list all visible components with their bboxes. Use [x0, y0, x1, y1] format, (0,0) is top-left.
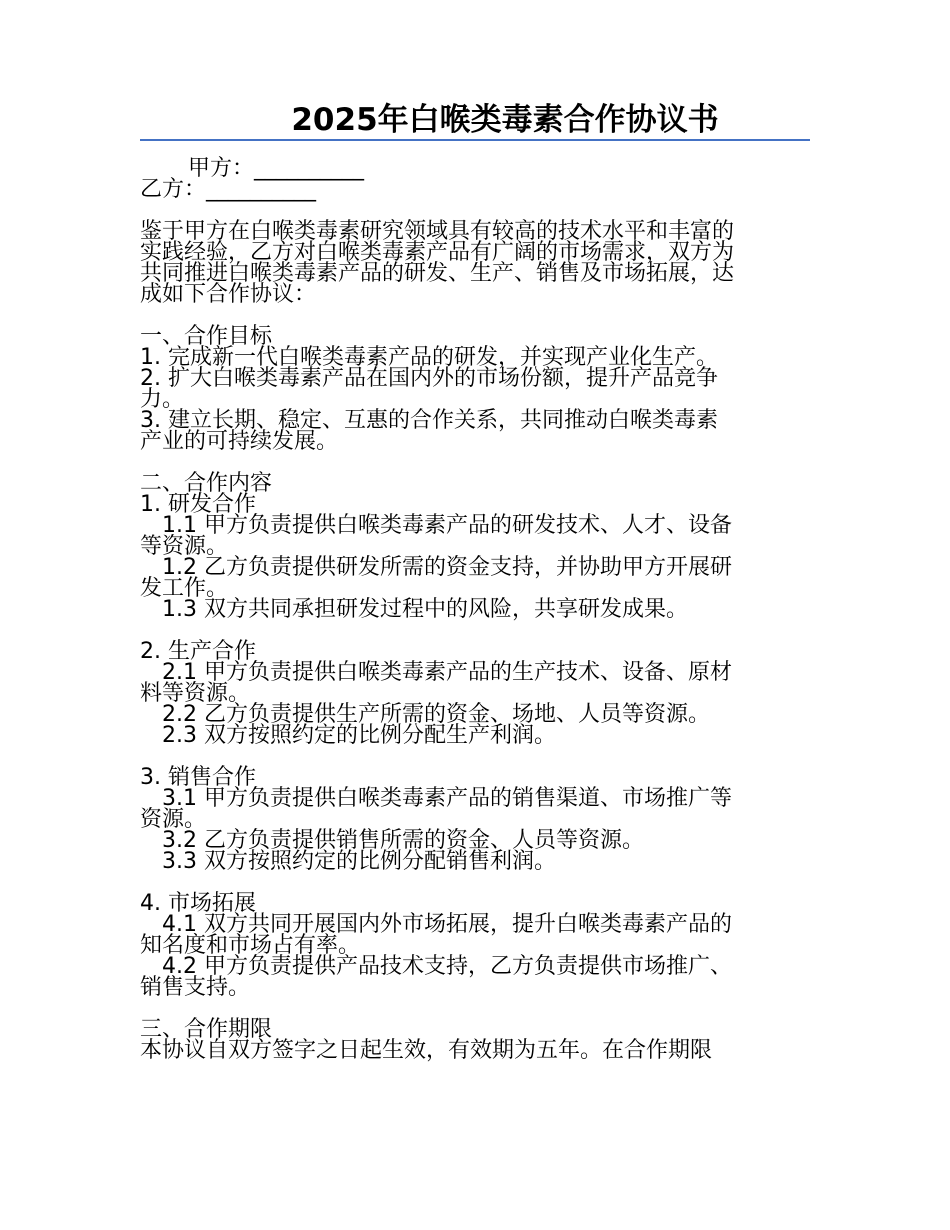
intro-line: 成如下合作协议： — [140, 282, 317, 307]
clause-2-1: 2.1 甲方负责提供白喉类毒素产品的生产技术、设备、原材 — [162, 660, 732, 685]
clause-1-3: 1.3 双方共同承担研发过程中的风险，共享研发成果。 — [162, 597, 688, 622]
clause-1-2: 1.2 乙方负责提供研发所需的资金支持，并协助甲方开展研 — [162, 555, 732, 580]
party-a-line — [140, 158, 810, 179]
section-heading-goals: 一、合作目标 — [140, 324, 273, 349]
term-line: 本协议自双方签字之日起生效，有效期为五年。在合作期限 — [140, 1038, 713, 1063]
clause-4-1: 4.1 双方共同开展国内外市场拓展，提升白喉类毒素产品的 — [162, 912, 732, 937]
subsection-heading-rd: 1. 研发合作 — [140, 492, 256, 517]
party-b-label: 乙方： — [140, 177, 207, 202]
document-title: 2025年白喉类毒素合作协议书 — [291, 102, 719, 138]
clause-4-1-cont: 知名度和市场占有率。 — [140, 933, 361, 958]
intro-line: 共同推进白喉类毒素产品的研发、生产、销售及市场拓展，达 — [140, 261, 735, 286]
party-a-label: 甲方： — [188, 156, 255, 181]
title-underline — [140, 139, 810, 141]
party-b-line — [140, 179, 810, 200]
goal-item: 3. 建立长期、稳定、互惠的合作关系，共同推动白喉类毒素 — [140, 408, 718, 433]
clause-3-1: 3.1 甲方负责提供白喉类毒素产品的销售渠道、市场推广等 — [162, 786, 732, 811]
party-a-blank: __________ — [254, 156, 365, 181]
clause-2-2: 2.2 乙方负责提供生产所需的资金、场地、人员等资源。 — [162, 702, 710, 727]
goal-item: 产业的可持续发展。 — [140, 429, 339, 454]
clause-2-1-cont: 料等资源。 — [140, 681, 251, 706]
clause-4-2-cont: 销售支持。 — [140, 975, 251, 1000]
clause-1-1: 1.1 甲方负责提供白喉类毒素产品的研发技术、人才、设备 — [162, 513, 732, 538]
party-b-blank: __________ — [206, 177, 317, 202]
section-heading-content: 二、合作内容 — [140, 471, 273, 496]
clause-1-1-cont: 等资源。 — [140, 534, 229, 559]
goal-item: 2. 扩大白喉类毒素产品在国内外的市场份额，提升产品竞争 — [140, 366, 718, 391]
subsection-heading-market: 4. 市场拓展 — [140, 891, 256, 916]
clause-2-3: 2.3 双方按照约定的比例分配生产利润。 — [162, 723, 556, 748]
document-body — [140, 158, 810, 1061]
clause-1-2-cont: 发工作。 — [140, 576, 229, 601]
intro-line: 鉴于甲方在白喉类毒素研究领域具有较高的技术水平和丰富的 — [140, 219, 735, 244]
subsection-heading-sales: 3. 销售合作 — [140, 765, 256, 790]
section-heading-term: 三、合作期限 — [140, 1017, 273, 1042]
clause-3-3: 3.3 双方按照约定的比例分配销售利润。 — [162, 849, 556, 874]
clause-3-1-cont: 资源。 — [140, 807, 207, 832]
subsection-heading-production: 2. 生产合作 — [140, 639, 256, 664]
clause-3-2: 3.2 乙方负责提供销售所需的资金、人员等资源。 — [162, 828, 644, 853]
goal-item: 1. 完成新一代白喉类毒素产品的研发，并实现产业化生产。 — [140, 345, 718, 370]
clause-4-2: 4.2 甲方负责提供产品技术支持，乙方负责提供市场推广、 — [162, 954, 732, 979]
intro-line: 实践经验，乙方对白喉类毒素产品有广阔的市场需求，双方为 — [140, 240, 735, 265]
goal-item: 力。 — [140, 387, 185, 412]
